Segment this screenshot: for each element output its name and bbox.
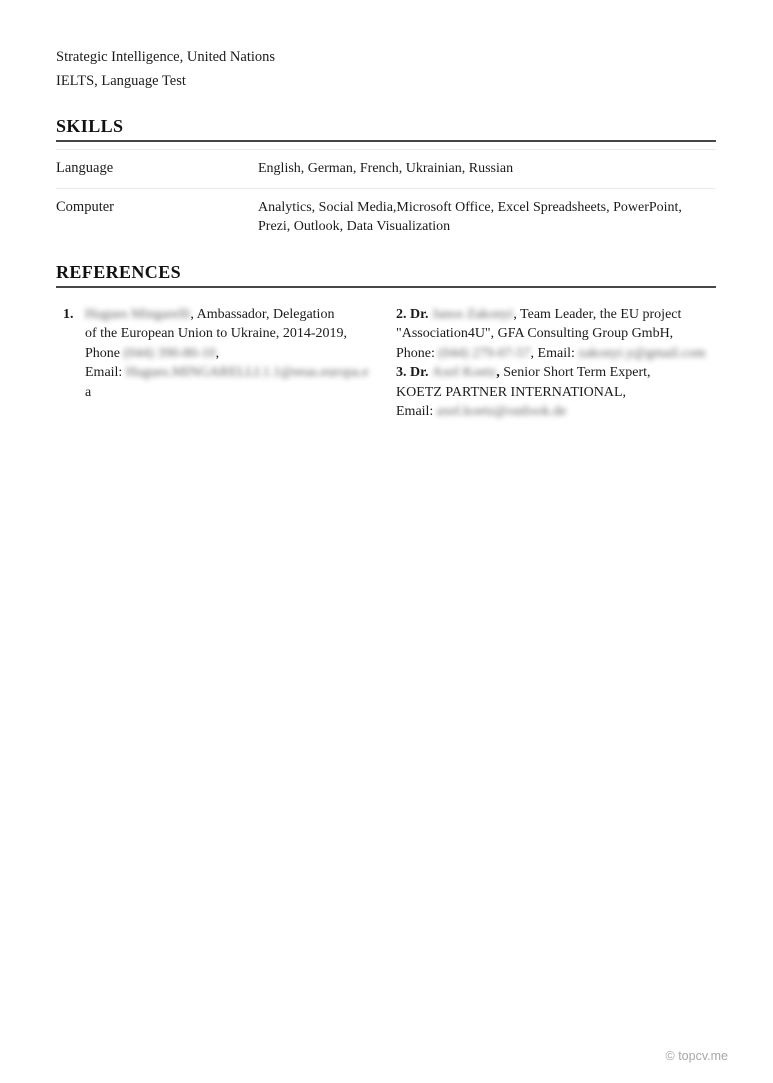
reference-line	[396, 402, 716, 422]
redacted-text: Axel Koetz	[432, 365, 497, 380]
text-segment: ,	[496, 365, 500, 380]
page-content	[56, 0, 716, 422]
skills-row-language	[56, 149, 716, 188]
reference-line	[396, 344, 716, 364]
redacted-text: (044) 279-07-57	[438, 345, 531, 361]
skill-values: Analytics, Social Media,Microsoft Office, Excel Spreadsheets, PowerPoint, Prezi, Outlook, Data Visualization	[258, 199, 682, 234]
text-segment: ,	[215, 345, 220, 361]
text-segment: of the European Union to Ukraine, 2014-2019,	[85, 326, 348, 341]
reference-line	[85, 344, 370, 364]
text-segment: 3. Dr.	[396, 365, 433, 380]
text-segment: "Association4U", GFA Consulting Group GmbH,	[396, 326, 674, 341]
redacted-text: axel.koetz@outlook.de	[436, 404, 567, 419]
redacted-text: zakonyi.y@gmail.com	[578, 345, 706, 361]
skills-section-heading: SKILLS	[56, 116, 716, 142]
skills-table	[56, 149, 716, 246]
redacted-text: Janos Zakonyi	[432, 306, 514, 322]
text-segment: , Email:	[530, 345, 579, 361]
reference-line	[85, 324, 370, 344]
text-segment: , Team Leader, the EU project	[513, 306, 682, 322]
redacted-text: Hugues Mingarelli	[85, 306, 191, 322]
redacted-text: (044) 390-80-10	[120, 345, 216, 361]
reference-line	[396, 363, 716, 383]
text-segment: 2. Dr.	[396, 306, 433, 322]
certifications-block	[56, 0, 716, 93]
skill-category-label: Computer	[56, 198, 114, 215]
certification-line: IELTS, Language Test	[56, 73, 186, 89]
text-segment: Email:	[85, 365, 126, 380]
reference-line	[396, 305, 716, 325]
skill-values: English, German, French, Ukrainian, Russian	[258, 161, 514, 176]
reference-item	[396, 305, 716, 364]
text-segment: Senior Short Term Expert,	[499, 365, 651, 380]
text-segment: KOETZ PARTNER INTERNATIONAL,	[396, 384, 627, 400]
text-segment: Phone:	[396, 345, 439, 361]
reference-item	[396, 363, 716, 422]
redacted-text: Hugues.MINGARELLI.1.1@eeas.europa.e	[125, 365, 369, 380]
references-columns	[56, 305, 716, 422]
text-segment: , Ambassador, Delegation	[190, 306, 335, 322]
text-segment: Phone	[85, 345, 120, 361]
skills-row-computer	[56, 188, 716, 246]
reference-line	[85, 363, 370, 383]
references-column-1	[56, 305, 370, 422]
skill-category-label: Language	[56, 160, 114, 176]
references-section-heading: REFERENCES	[56, 262, 716, 288]
reference-item	[56, 305, 370, 403]
certification-line: Strategic Intelligence, United Nations	[56, 49, 276, 65]
reference-number: 1.	[63, 306, 74, 322]
references-column-2	[396, 305, 716, 422]
text-segment: Email:	[396, 404, 437, 419]
topcv-watermark: © topcv.me	[665, 1049, 728, 1063]
reference-line	[396, 324, 716, 344]
reference-line	[85, 305, 370, 325]
reference-line	[396, 383, 716, 403]
text-segment: a	[85, 384, 92, 400]
reference-line	[85, 383, 370, 403]
